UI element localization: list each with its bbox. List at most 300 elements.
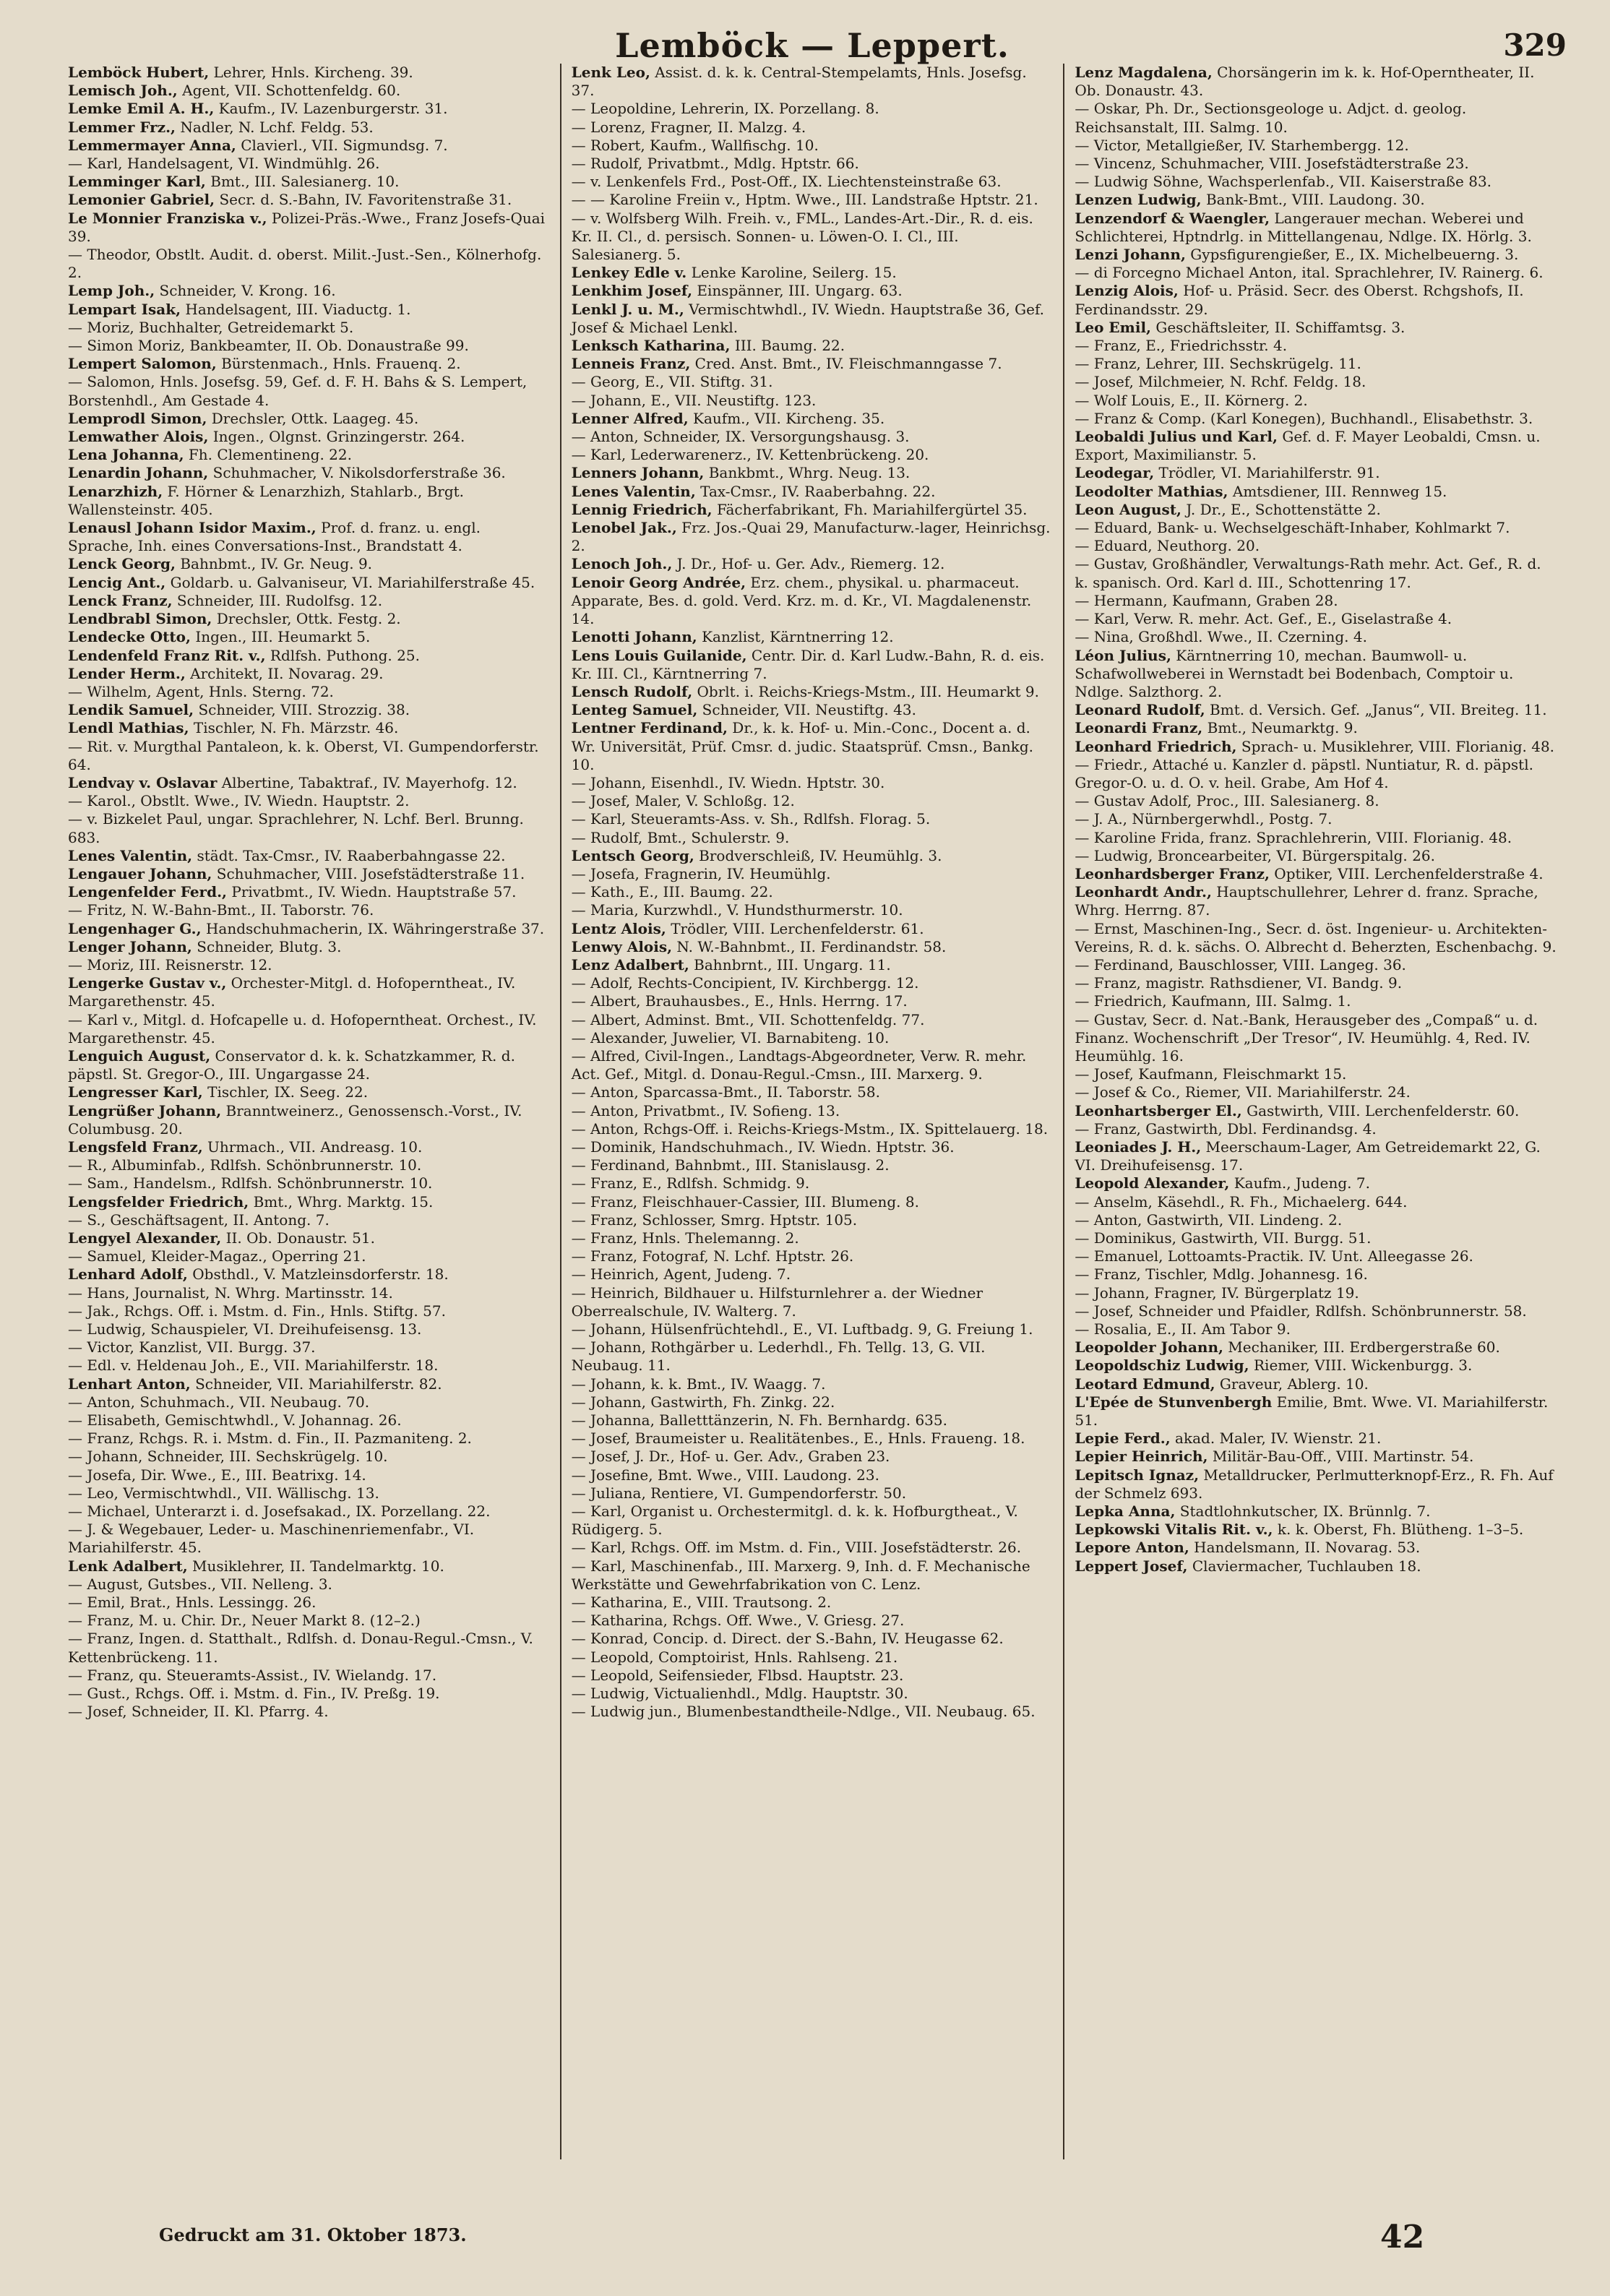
running-head: Lemböck — Leppert. (615, 26, 1010, 65)
entry-name: Lenes Valentin, (571, 482, 696, 500)
directory-entry (572, 901, 1054, 919)
directory-entry (572, 1448, 1054, 1466)
directory-entry (1075, 137, 1557, 155)
entry-name: Lengauer Johann, (68, 864, 212, 882)
entry-name: Lengsfelder Friedrich, (68, 1192, 249, 1211)
directory-entry (572, 100, 1054, 118)
directory-entry (1075, 1393, 1557, 1429)
directory-entry (1075, 1356, 1557, 1375)
directory-entry (1075, 319, 1557, 337)
entry-name: Lenoir Georg Andrée, (571, 573, 746, 591)
directory-entry (572, 1411, 1054, 1429)
directory-entry (68, 82, 550, 100)
directory-entry (68, 792, 550, 810)
directory-entry (572, 373, 1054, 391)
entry-text: — R., Albuminfab., Rdlfsh. Schönbrunnerstr. 10. (68, 1156, 422, 1174)
entry-name: Le Monnier Franziska v., (68, 209, 267, 227)
entry-name: Lenneis Franz, (571, 355, 691, 373)
directory-entry (572, 1667, 1054, 1685)
entry-name: Lenardin Johann, (68, 464, 209, 482)
entry-text: — Franz, Fleischhauer-Cassier, III. Blumeng. 8. (571, 1192, 919, 1211)
directory-entry (572, 1466, 1054, 1484)
directory-entry (572, 1083, 1054, 1101)
entry-text: — Juliana, Rentiere, VI. Gumpendorferstr. 50. (571, 1484, 907, 1502)
directory-entry (68, 119, 550, 137)
entry-text: — Hans, Journalist, N. Whrg. Martinsstr. 14. (68, 1284, 393, 1302)
directory-entry (1075, 1211, 1557, 1229)
entry-text: Nadler, N. Lchf. Feldg. 53. (176, 118, 374, 136)
directory-entry (68, 337, 550, 355)
directory-entry (572, 1102, 1054, 1120)
entry-text: — Maria, Kurzwhdl., V. Hundsthurmerstr. 10. (571, 901, 903, 919)
directory-entry (572, 1174, 1054, 1192)
directory-entry (68, 1594, 550, 1612)
entry-text: — Albert, Brauhausbes., E., Hnls. Herrng. 17. (571, 992, 908, 1010)
entry-text: — Katharina, E., VIII. Trautsong. 2. (571, 1594, 832, 1612)
entry-text: Conservator d. k. k. Schatzkammer, R. d. päpstl. St. Gregor-O., III. Ungargasse 24. (68, 1046, 515, 1083)
entry-text: Langerauer mechan. Weberei und Schlichterei, Hptndrlg. in Mittellangenau, Ndlge. IX. Hörlg. 3. (1075, 209, 1532, 245)
entry-text: — Eduard, Neuthorg. 20. (1075, 537, 1260, 555)
entry-text: Chorsängerin im k. k. Hof-Operntheater, II. Ob. Donaustr. 43. (1075, 64, 1535, 100)
directory-entry (1075, 1247, 1557, 1265)
directory-entry (68, 1302, 550, 1320)
directory-entry (572, 883, 1054, 901)
entry-text: — Karl, Steueramts-Ass. v. Sh., Rdlfsh. Florag. 5. (571, 810, 931, 828)
entry-text: Lenke Karoline, Seilerg. 15. (686, 264, 897, 282)
directory-entry (68, 555, 550, 573)
directory-entry (572, 1648, 1054, 1667)
directory-entry (1075, 1265, 1557, 1284)
entry-text: — Samuel, Kleider-Magaz., Operring 21. (68, 1247, 366, 1265)
directory-entry (1075, 1302, 1557, 1320)
directory-entry (1075, 483, 1557, 501)
directory-entry (68, 628, 550, 646)
entry-text: — Vincenz, Schuhmacher, VIII. Josefstädterstraße 23. (1075, 155, 1469, 173)
entry-text: — Franz & Comp. (Karl Konegen), Buchhandl., Elisabethstr. 3. (1075, 409, 1533, 427)
directory-entry (68, 410, 550, 428)
entry-text: Kaufm., Judeng. 7. (1229, 1174, 1370, 1192)
directory-entry (572, 938, 1054, 956)
entry-text: — Ludwig, Victualienhdl., Mdlg. Hauptstr. 30. (571, 1685, 908, 1703)
page-footer (58, 2219, 1567, 2262)
directory-entry (68, 483, 550, 519)
entry-text: — Friedrich, Kaufmann, III. Salmg. 1. (1075, 992, 1351, 1010)
entry-text: — Josef, Maler, V. Schloßg. 12. (571, 792, 795, 810)
entry-text: Cred. Anst. Bmt., IV. Fleischmanngasse 7. (690, 355, 1002, 373)
directory-entry (572, 1685, 1054, 1703)
entry-name: Leon August, (1075, 500, 1182, 518)
entry-text: Trödler, VI. Mariahilferstr. 91. (1154, 464, 1380, 482)
entry-text: — Friedr., Attaché u. Kanzler d. päpstl. Nuntiatur, R. d. päpstl. Gregor-O. u. d. O. v. heil. Grabe, Am Hof 4. (1075, 755, 1533, 791)
directory-entry (572, 719, 1054, 774)
entry-text: — Karl, Handelsagent, VI. Windmühlg. 26. (68, 155, 380, 173)
directory-entry (68, 100, 550, 118)
entry-text: — Alfred, Civil-Ingen., Landtags-Abgeordneter, Verw. R. mehr. Act. Gef., Mitgl. d. Donau-Regul.-Cmsn., III. Marxerg. 9. (571, 1046, 1027, 1083)
entry-text: — Leopold, Seifensieder, Flbsd. Hauptstr. 23. (571, 1666, 904, 1684)
directory-entry (68, 974, 550, 1010)
entry-name: Leoniades J. H., (1075, 1138, 1202, 1156)
directory-entry (572, 410, 1054, 428)
directory-entry (572, 574, 1054, 629)
entry-text: — Leo, Vermischtwhdl., VII. Wällischg. 13. (68, 1484, 379, 1502)
entry-name: Lenzendorf & Waengler, (1075, 209, 1270, 227)
entry-text: — Josef, Schneider, II. Kl. Pfarrg. 4. (68, 1703, 329, 1721)
directory-entry (68, 464, 550, 482)
entry-text: — Johann, Rothgärber u. Lederhdl., Fh. Tellg. 13, G. VII. Neubaug. 11. (571, 1338, 986, 1375)
entry-text: Kaufm., VII. Kircheng. 35. (688, 409, 885, 427)
entry-name: Lemisch Joh., (68, 82, 178, 100)
entry-name: Lentz Alois, (571, 919, 666, 937)
entry-text: Lehrer, Hnls. Kircheng. 39. (209, 64, 413, 81)
entry-name: Leodolter Mathias, (1075, 482, 1228, 500)
directory-entry (68, 1083, 550, 1101)
entry-name: Lenkey Edle v. (571, 264, 687, 282)
entry-text: Kaufm., IV. Lazenburgerstr. 31. (214, 100, 448, 118)
entry-text: — Karl, Verw. R. mehr. Act. Gef., E., Giselastraße 4. (1075, 610, 1452, 628)
entry-text: Mechaniker, III. Erdbergerstraße 60. (1223, 1338, 1500, 1356)
directory-entry (572, 446, 1054, 464)
directory-entry (68, 1211, 550, 1229)
entry-text: — Leopold, Comptoirist, Hnls. Rahlseng. 21. (571, 1648, 898, 1666)
directory-entry (1075, 282, 1557, 318)
entry-text: Amtsdiener, III. Rennweg 15. (1228, 482, 1447, 500)
directory-entry (572, 1229, 1054, 1247)
directory-entry (1075, 1083, 1557, 1101)
entry-text: städt. Tax-Cmsr., IV. Raaberbahngasse 22. (192, 846, 506, 864)
directory-entry (572, 1484, 1054, 1502)
entry-text: — v. Lenkenfels Frd., Post-Off., IX. Liechtensteinstraße 63. (571, 173, 1002, 191)
entry-text: — Anton, Privatbmt., IV. Sofieng. 13. (571, 1101, 840, 1119)
entry-name: Lenobel Jak., (571, 519, 677, 537)
entry-text: — Josefine, Bmt. Wwe., VIII. Laudong. 23. (571, 1466, 879, 1484)
directory-entry (1075, 1138, 1557, 1174)
entry-text: — Victor, Metallgießer, IV. Starhembergg. 12. (1075, 136, 1409, 154)
entry-text: Schneider, Blutg. 3. (191, 937, 342, 955)
directory-entry (68, 519, 550, 555)
directory-entry (68, 1338, 550, 1356)
directory-entry (68, 1356, 550, 1375)
directory-entry (572, 1193, 1054, 1211)
entry-name: Lenz Magdalena, (1075, 64, 1213, 81)
entry-name: Lengrüßer Johann, (68, 1101, 222, 1119)
directory-entry (1075, 501, 1557, 519)
entry-name: Lemprodl Simon, (68, 409, 207, 427)
entry-text: — Elisabeth, Gemischtwhdl., V. Johannag. 26. (68, 1411, 402, 1429)
directory-entry (68, 1630, 550, 1666)
directory-entry (1075, 373, 1557, 391)
directory-entry (1075, 956, 1557, 974)
entry-text: Vermischtwhdl., IV. Wiedn. Hauptstraße 36, Gef. Josef & Michael Lenkl. (571, 300, 1045, 336)
entry-name: Lenteg Samuel, (571, 701, 698, 719)
directory-entry (1075, 410, 1557, 428)
directory-entry (68, 1575, 550, 1594)
directory-entry (572, 1557, 1054, 1594)
entry-text: — Josef, Milchmeier, N. Rchf. Feldg. 18. (1075, 373, 1366, 391)
entry-text: — Franz, E., Friedrichsstr. 4. (1075, 337, 1288, 355)
entry-name: Leopolder Johann, (1075, 1338, 1223, 1356)
entry-name: Lemwather Alois, (68, 428, 209, 446)
directory-entry (68, 1011, 550, 1047)
entry-name: Lemp Joh., (68, 282, 155, 300)
directory-entry (68, 1466, 550, 1484)
directory-entry (68, 173, 550, 191)
entry-name: Lenkhim Josef, (571, 282, 693, 300)
entry-text: — — Karoline Freiin v., Hptm. Wwe., III. Landstraße Hptstr. 21. (571, 191, 1038, 209)
directory-entry (1075, 829, 1557, 847)
entry-text: — Franz, Gastwirth, Dbl. Ferdinandsg. 4. (1075, 1119, 1377, 1138)
entry-text: — S., Geschäftsagent, II. Antong. 7. (68, 1211, 330, 1229)
entry-text: Optiker, VIII. Lerchenfelderstraße 4. (1269, 864, 1544, 882)
entry-text: Obrlt. i. Reichs-Kriegs-Mstm., III. Heumarkt 9. (692, 682, 1039, 700)
sheet-signature: 42 (1380, 2219, 1425, 2256)
directory-entry (1075, 756, 1557, 792)
entry-name: Lengyel Alexander, (68, 1229, 222, 1247)
directory-entry (572, 428, 1054, 446)
entry-name: Lenhard Adolf, (68, 1265, 188, 1284)
directory-entry (572, 1211, 1054, 1229)
directory-entry (572, 1029, 1054, 1047)
entry-text: Prof. d. franz. u. engl. Sprache, Inh. eines Conversations-Inst., Brandstatt 4. (68, 519, 481, 555)
entry-text: Schneider, V. Krong. 16. (155, 282, 336, 300)
entry-text: Schneider, III. Rudolfsg. 12. (172, 591, 383, 609)
entry-name: Lenhart Anton, (68, 1375, 191, 1393)
entry-text: Bmt., III. Salesianerg. 10. (205, 173, 400, 191)
entry-text: — Nina, Großhdl. Wwe., II. Czerning. 4. (1075, 628, 1367, 646)
directory-entry (572, 683, 1054, 701)
directory-entry (572, 501, 1054, 519)
entry-name: Lepitsch Ignaz, (1075, 1466, 1200, 1484)
directory-entry (68, 428, 550, 446)
entry-name: Lengerke Gustav v., (68, 974, 227, 992)
entry-text: Ingen., Olgnst. Grinzingerstr. 264. (208, 428, 465, 446)
entry-name: Lenausl Johann Isidor Maxim., (68, 519, 317, 537)
entry-text: — Franz, M. u. Chir. Dr., Neuer Markt 8. (12–2.) (68, 1612, 421, 1630)
directory-entry (1075, 537, 1557, 555)
directory-entry (1075, 464, 1557, 482)
entry-text: Tax-Cmsr., IV. Raaberbahng. 22. (695, 482, 936, 500)
entry-text: Gastwirth, VIII. Lerchenfelderstr. 60. (1241, 1101, 1520, 1119)
directory-entry (68, 1375, 550, 1393)
entry-text: — Moriz, Buchhalter, Getreidemarkt 5. (68, 318, 354, 336)
directory-entry (1075, 865, 1557, 883)
entry-name: Lepie Ferd., (1075, 1429, 1171, 1448)
directory-entry (68, 901, 550, 919)
directory-entry (68, 956, 550, 974)
directory-entry (572, 1393, 1054, 1411)
entry-text: — Moriz, III. Reisnerstr. 12. (68, 955, 272, 973)
directory-entry (1075, 155, 1557, 173)
entry-name: Lencig Ant., (68, 573, 166, 591)
directory-entry (572, 119, 1054, 137)
directory-entry (572, 1120, 1054, 1138)
directory-entry (1075, 1193, 1557, 1211)
entry-text: Bank-Bmt., VIII. Laudong. 30. (1201, 191, 1425, 209)
directory-entry (68, 1448, 550, 1466)
entry-name: Lengsfeld Franz, (68, 1138, 203, 1156)
directory-entry (68, 665, 550, 683)
directory-entry (68, 282, 550, 300)
directory-entry (572, 355, 1054, 373)
directory-entry (68, 738, 550, 774)
column-1 (58, 64, 560, 2159)
entry-text: Claviermacher, Tuchlauben 18. (1187, 1557, 1421, 1575)
entry-text: Bahnbrnt., III. Ungarg. 11. (689, 955, 891, 973)
entry-name: Lendenfeld Franz Rit. v., (68, 646, 266, 664)
entry-text: Gypsfigurengießer, E., IX. Michelbeuerng. 3. (1185, 246, 1519, 264)
entry-text: — Georg, E., VII. Stiftg. 31. (571, 373, 773, 391)
entry-text: Bahnbmt., IV. Gr. Neug. 9. (175, 555, 373, 573)
entry-text: — Ludwig Söhne, Wachsperlenfab., VII. Kaiserstraße 83. (1075, 173, 1492, 191)
entry-text: J. Dr., Hof- u. Ger. Adv., Riemerg. 12. (672, 555, 945, 573)
entry-name: Lepkowski Vitalis Rit. v., (1075, 1521, 1273, 1539)
entry-name: Leonhard Friedrich, (1075, 737, 1237, 755)
entry-text: — Emil, Brat., Hnls. Lessingg. 26. (68, 1594, 317, 1612)
entry-name: Lenz Adalbert, (571, 955, 689, 973)
entry-text: Erz. chem., physikal. u. pharmaceut. Apparate, Bes. d. gold. Verd. Krz. m. d. Kr., VI. Magdalenenstr. 14. (571, 573, 1032, 628)
entry-text: Branntweinerz., Genossensch.-Vorst., IV. Columbusg. 20. (68, 1101, 522, 1138)
directory-entry (572, 191, 1054, 209)
directory-entry (1075, 246, 1557, 264)
entry-text: Polizei-Präs.-Wwe., Franz Josefs-Quai 39. (68, 209, 546, 245)
directory-entry (572, 155, 1054, 173)
directory-entry (68, 883, 550, 901)
entry-text: — Dominikus, Gastwirth, VII. Burgg. 51. (1075, 1229, 1372, 1247)
entry-name: Lepka Anna, (1075, 1502, 1176, 1521)
entry-name: Leopoldschiz Ludwig, (1075, 1356, 1249, 1375)
entry-text: Bankbmt., Whrg. Neug. 13. (704, 464, 911, 482)
entry-name: Leonhardsberger Franz, (1075, 864, 1270, 882)
directory-entry (1075, 920, 1557, 956)
directory-entry (68, 1429, 550, 1448)
directory-entry (68, 610, 550, 628)
entry-text: — Gust., Rchgs. Off. i. Mstm. d. Fin., IV. Preßg. 19. (68, 1685, 440, 1703)
directory-entry (572, 847, 1054, 865)
directory-entry (68, 1521, 550, 1557)
directory-entry (68, 1265, 550, 1284)
entry-text: Centr. Dir. d. Karl Ludw.-Bahn, R. d. eis. Kr. III. Cl., Kärntnerring 7. (571, 646, 1045, 682)
directory-entry (68, 210, 550, 246)
directory-entry (572, 1284, 1054, 1320)
directory-entry (1075, 647, 1557, 702)
entry-name: Lendbrabl Simon, (68, 610, 212, 628)
directory-entry (572, 1594, 1054, 1612)
entry-text: — Dominik, Handschuhmach., IV. Wiedn. Hptstr. 36. (571, 1138, 955, 1156)
directory-entry (572, 865, 1054, 883)
entry-text: — Josef, Kaufmann, Fleischmarkt 15. (1075, 1065, 1347, 1083)
directory-entry (1075, 847, 1557, 865)
entry-text: — Josefa, Fragnerin, IV. Heumühlg. (571, 864, 831, 882)
directory-entry (572, 1338, 1054, 1375)
directory-entry (572, 1703, 1054, 1721)
entry-text: — Karoline Frida, franz. Sprachlehrerin, VIII. Florianig. 48. (1075, 828, 1512, 846)
directory-entry (1075, 592, 1557, 610)
entry-text: Militär-Bau-Off., VIII. Martinstr. 54. (1208, 1448, 1474, 1466)
directory-entry (1075, 337, 1557, 355)
directory-entry (68, 683, 550, 701)
directory-entry (68, 1047, 550, 1083)
directory-entry (1075, 883, 1557, 919)
entry-name: Lensch Rudolf, (571, 682, 693, 700)
entry-text: — Robert, Kaufm., Wallfischg. 10. (571, 136, 819, 154)
directory-entry (572, 555, 1054, 573)
directory-entry (572, 392, 1054, 410)
directory-entry (572, 1047, 1054, 1083)
entry-text: — Heinrich, Bildhauer u. Hilfsturnlehrer a. der Wiedner Oberrealschule, IV. Walterg. 7. (571, 1284, 983, 1320)
entry-name: Lendik Samuel, (68, 701, 194, 719)
directory-entry (68, 155, 550, 173)
directory-entry (1075, 1539, 1557, 1557)
directory-entry (1075, 1065, 1557, 1083)
directory-entry (1075, 1120, 1557, 1138)
entry-text: — di Forcegno Michael Anton, ital. Sprachlehrer, IV. Rainerg. 6. (1075, 264, 1544, 282)
entry-text: Obsthdl., V. Matzleinsdorferstr. 18. (187, 1265, 449, 1284)
directory-entry (68, 647, 550, 665)
directory-entry (68, 592, 550, 610)
entry-text: — Albert, Adminst. Bmt., VII. Schottenfeldg. 77. (571, 1010, 925, 1028)
directory-entry (1075, 1174, 1557, 1192)
entry-name: L'Epée de Stunvenbergh (1075, 1393, 1273, 1411)
entry-text: Meerschaum-Lager, Am Getreidemarkt 22, G. VI. Dreihufeisensg. 17. (1075, 1138, 1541, 1174)
entry-text: — Ernst, Maschinen-Ing., Secr. d. öst. Ingenieur- u. Architekten-Vereins, R. d. k. sächs. O. Albrecht d. Beherzten, Eschenbachg. 9. (1075, 919, 1557, 955)
entry-text: F. Hörner & Lenarzhizh, Stahlarb., Brgt. Wallensteinstr. 405. (68, 482, 465, 518)
entry-text: Handelsagent, III. Viaductg. 1. (181, 300, 411, 318)
directory-entry (68, 719, 550, 737)
directory-entry (68, 355, 550, 373)
entry-text: Assist. d. k. k. Central-Stempelamts, Hnls. Josefsg. 37. (571, 64, 1027, 100)
directory-entry (68, 1502, 550, 1521)
directory-entry (572, 647, 1054, 683)
directory-entry (1075, 392, 1557, 410)
entry-text: — Jak., Rchgs. Off. i. Mstm. d. Fin., Hnls. Stiftg. 57. (68, 1302, 446, 1320)
entry-text: Dr., k. k. Hof- u. Min.-Conc., Docent a. d. Wr. Universität, Prüf. Cmsr. d. judic. Staatsprüf. Cmsn., Bankg. 10. (571, 719, 1034, 773)
entry-text: — Katharina, Rchgs. Off. Wwe., V. Griesg. 27. (571, 1612, 905, 1630)
entry-text: — August, Gutsbes., VII. Nelleng. 3. (68, 1575, 332, 1593)
entry-name: Lemmer Frz., (68, 118, 176, 136)
directory-entry (68, 810, 550, 846)
entry-text: — Adolf, Rechts-Concipient, IV. Kirchbergg. 12. (571, 974, 919, 992)
directory-entry (572, 992, 1054, 1010)
entry-name: Lenners Johann, (571, 464, 705, 482)
entry-name: Lemke Emil A. H., (68, 100, 215, 118)
entry-text: — Franz, E., Rdlfsh. Schmidg. 9. (571, 1174, 810, 1192)
entry-text: — Wolf Louis, E., II. Körnerg. 2. (1075, 391, 1308, 409)
entry-text: — Edl. v. Heldenau Joh., E., VII. Mariahilferstr. 18. (68, 1356, 439, 1375)
entry-text: — Gustav, Großhändler, Verwaltungs-Rath mehr. Act. Gef., R. d. k. spanisch. Ord. Karl d. III., Schottenring 17. (1075, 555, 1541, 591)
directory-entry (1075, 64, 1557, 100)
directory-entry (1075, 428, 1557, 464)
entry-text: — Rosalia, E., II. Am Tabor 9. (1075, 1320, 1291, 1338)
entry-text: — Franz, Rchgs. R. i. Mstm. d. Fin., II. Pazmaniteng. 2. (68, 1429, 472, 1448)
directory-entry (1075, 191, 1557, 209)
directory-entry (68, 701, 550, 719)
directory-entry (572, 1612, 1054, 1630)
entry-text: — Franz, magistr. Rathsdiener, VI. Bandg. 9. (1075, 974, 1403, 992)
directory-entry (1075, 792, 1557, 810)
entry-name: Lenk Adalbert, (68, 1557, 188, 1575)
directory-entry (1075, 1102, 1557, 1120)
entry-text: Kanzlist, Kärntnerring 12. (697, 628, 894, 646)
directory-entry (1075, 719, 1557, 737)
entry-text: — Karol., Obstlt. Wwe., IV. Wiedn. Hauptstr. 2. (68, 792, 410, 810)
directory-entry (1075, 701, 1557, 719)
directory-entry (68, 1156, 550, 1174)
directory-entry (1075, 1320, 1557, 1338)
entry-text: Secr. d. S.-Bahn, IV. Favoritenstraße 31. (215, 191, 512, 209)
page-number: 329 (1503, 27, 1567, 63)
entry-text: — Franz, Hnls. Thelemanng. 2. (571, 1229, 799, 1247)
directory-entry (68, 1703, 550, 1721)
entry-text: — Wilhelm, Agent, Hnls. Sterng. 72. (68, 682, 334, 700)
